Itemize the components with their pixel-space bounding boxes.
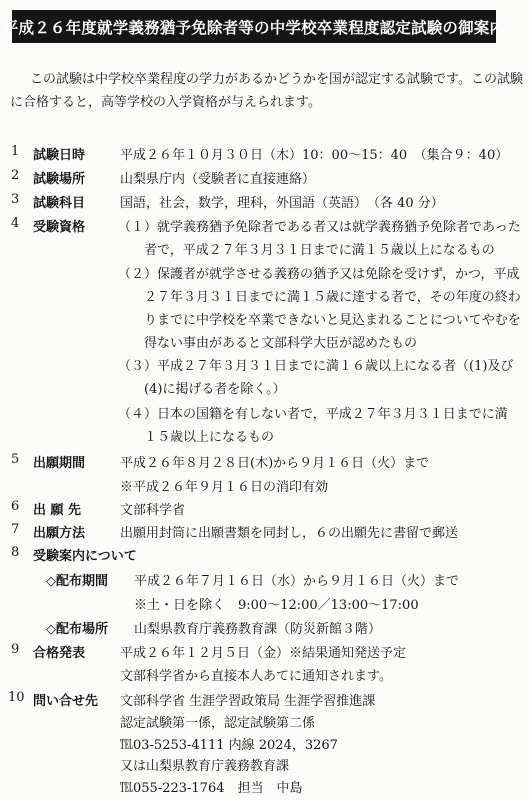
distribution-period-value: 平成２６年７月１６日（水）から９月１６日（火）まで bbox=[134, 574, 460, 589]
item-1-number: 1 bbox=[11, 144, 20, 159]
contact-line-2: 認定試験第一係，認定試験第二係 bbox=[120, 716, 316, 731]
item-7-label: 出願方法 bbox=[33, 526, 86, 541]
item-1-label: 試験日時 bbox=[33, 148, 86, 163]
qualification-4-line-2: １５歳以上になるもの bbox=[144, 430, 275, 445]
item-9-line-2: 文部科学省から直接本人あてに通知されます。 bbox=[120, 669, 392, 684]
item-7-number: 7 bbox=[11, 522, 20, 537]
page-title: 平成２６年度就学義務猶予免除者等の中学校卒業程度認定試験の御案内 bbox=[12, 10, 496, 43]
contact-line-1: 文部科学省 生涯学習政策局 生涯学習推進課 bbox=[120, 694, 376, 709]
item-10-label: 問い合せ先 bbox=[33, 694, 99, 709]
item-3-value: 国語，社会，数学，理科，外国語（英語） （各 40 分） bbox=[120, 196, 444, 211]
intro-line-1: この試験は中学校卒業程度の学力があるかどうかを国が認定する試験です。この試験 bbox=[30, 72, 523, 87]
intro-line-2: に合格すると，高等学校の入学資格が与えられます。 bbox=[10, 95, 321, 110]
qualification-2-line-2: ２７年３月３１日までに満１５歳に達する者で，その年度の終わ bbox=[144, 290, 521, 305]
qualification-2-line-1: （２）保護者が就学させる義務の猶予又は免除を受けず，かつ，平成 bbox=[118, 267, 520, 282]
qualification-3-line-1: （３）平成２７年３月３１日までに満１６歳以上になる者（(1)及び bbox=[118, 359, 514, 374]
distribution-period-label: ◇配布期間 bbox=[46, 574, 108, 589]
contact-line-3: ℡03-5253-4111 内線 2024，3267 bbox=[120, 738, 338, 753]
item-2-value: 山梨県庁内（受験者に直接連絡） bbox=[120, 172, 316, 187]
distribution-place-label: ◇配布場所 bbox=[46, 622, 108, 637]
qualification-4-line-1: （４）日本の国籍を有しない者で，平成２７年３月３１日までに満 bbox=[118, 407, 508, 422]
intro-paragraph bbox=[10, 68, 525, 114]
item-2-number: 2 bbox=[11, 168, 20, 183]
item-3-number: 3 bbox=[11, 192, 20, 207]
qualification-3-line-2: (4)に掲げる者を除く。） bbox=[144, 382, 286, 397]
item-5-label: 出願期間 bbox=[33, 456, 86, 471]
item-9-number: 9 bbox=[11, 642, 20, 657]
item-4-number: 4 bbox=[11, 216, 20, 231]
item-6-label: 出 願 先 bbox=[33, 503, 82, 518]
item-8-label: 受験案内について bbox=[33, 549, 137, 564]
item-5-number: 5 bbox=[11, 452, 20, 467]
qualification-1-line-2: 者で，平成２７年３月３１日までに満１５歳以上になるもの bbox=[144, 243, 495, 258]
distribution-place-value: 山梨県教育庁義務教育課（防災新館３階） bbox=[134, 622, 382, 637]
item-9-value: 平成２６年１２月５日（金）※結果通知発送予定 bbox=[120, 646, 407, 661]
item-2-label: 試験場所 bbox=[33, 172, 86, 187]
item-4-label: 受験資格 bbox=[33, 220, 86, 235]
item-1-value: 平成２６年１０月３０日（木）10：00～15：40 （集合９：40） bbox=[120, 148, 509, 163]
item-3-label: 試験科目 bbox=[33, 196, 86, 211]
item-6-value: 文部科学省 bbox=[120, 503, 186, 518]
qualification-2-line-4: 得ない事由があると文部科学大臣が認めたもの bbox=[144, 336, 418, 351]
distribution-period-note: ※土・日を除く 9:00～12:00／13:00～17:00 bbox=[134, 598, 419, 613]
item-10-number: 10 bbox=[8, 690, 25, 705]
contact-line-5: ℡055-223-1764 担当 中島 bbox=[120, 781, 303, 796]
contact-line-4: 又は山梨県教育庁義務教育課 bbox=[120, 759, 290, 774]
qualification-2-line-3: りまでに中学校を卒業できないと見込まれることについてやむを bbox=[144, 313, 521, 328]
item-5-value: 平成２６年８月２８日(木)から９月１６日（火）まで bbox=[120, 456, 430, 471]
item-8-number: 8 bbox=[11, 545, 20, 560]
qualification-1-line-1: （１）就学義務猶予免除者である者又は就学義務猶予免除者であった bbox=[118, 220, 521, 235]
item-9-label: 合格発表 bbox=[33, 646, 86, 661]
item-7-value: 出願用封筒に出願書類を同封し，６の出願先に書留で郵送 bbox=[120, 526, 459, 541]
item-5-note: ※平成２６年９月１６日の消印有効 bbox=[120, 480, 329, 495]
item-6-number: 6 bbox=[11, 499, 20, 514]
